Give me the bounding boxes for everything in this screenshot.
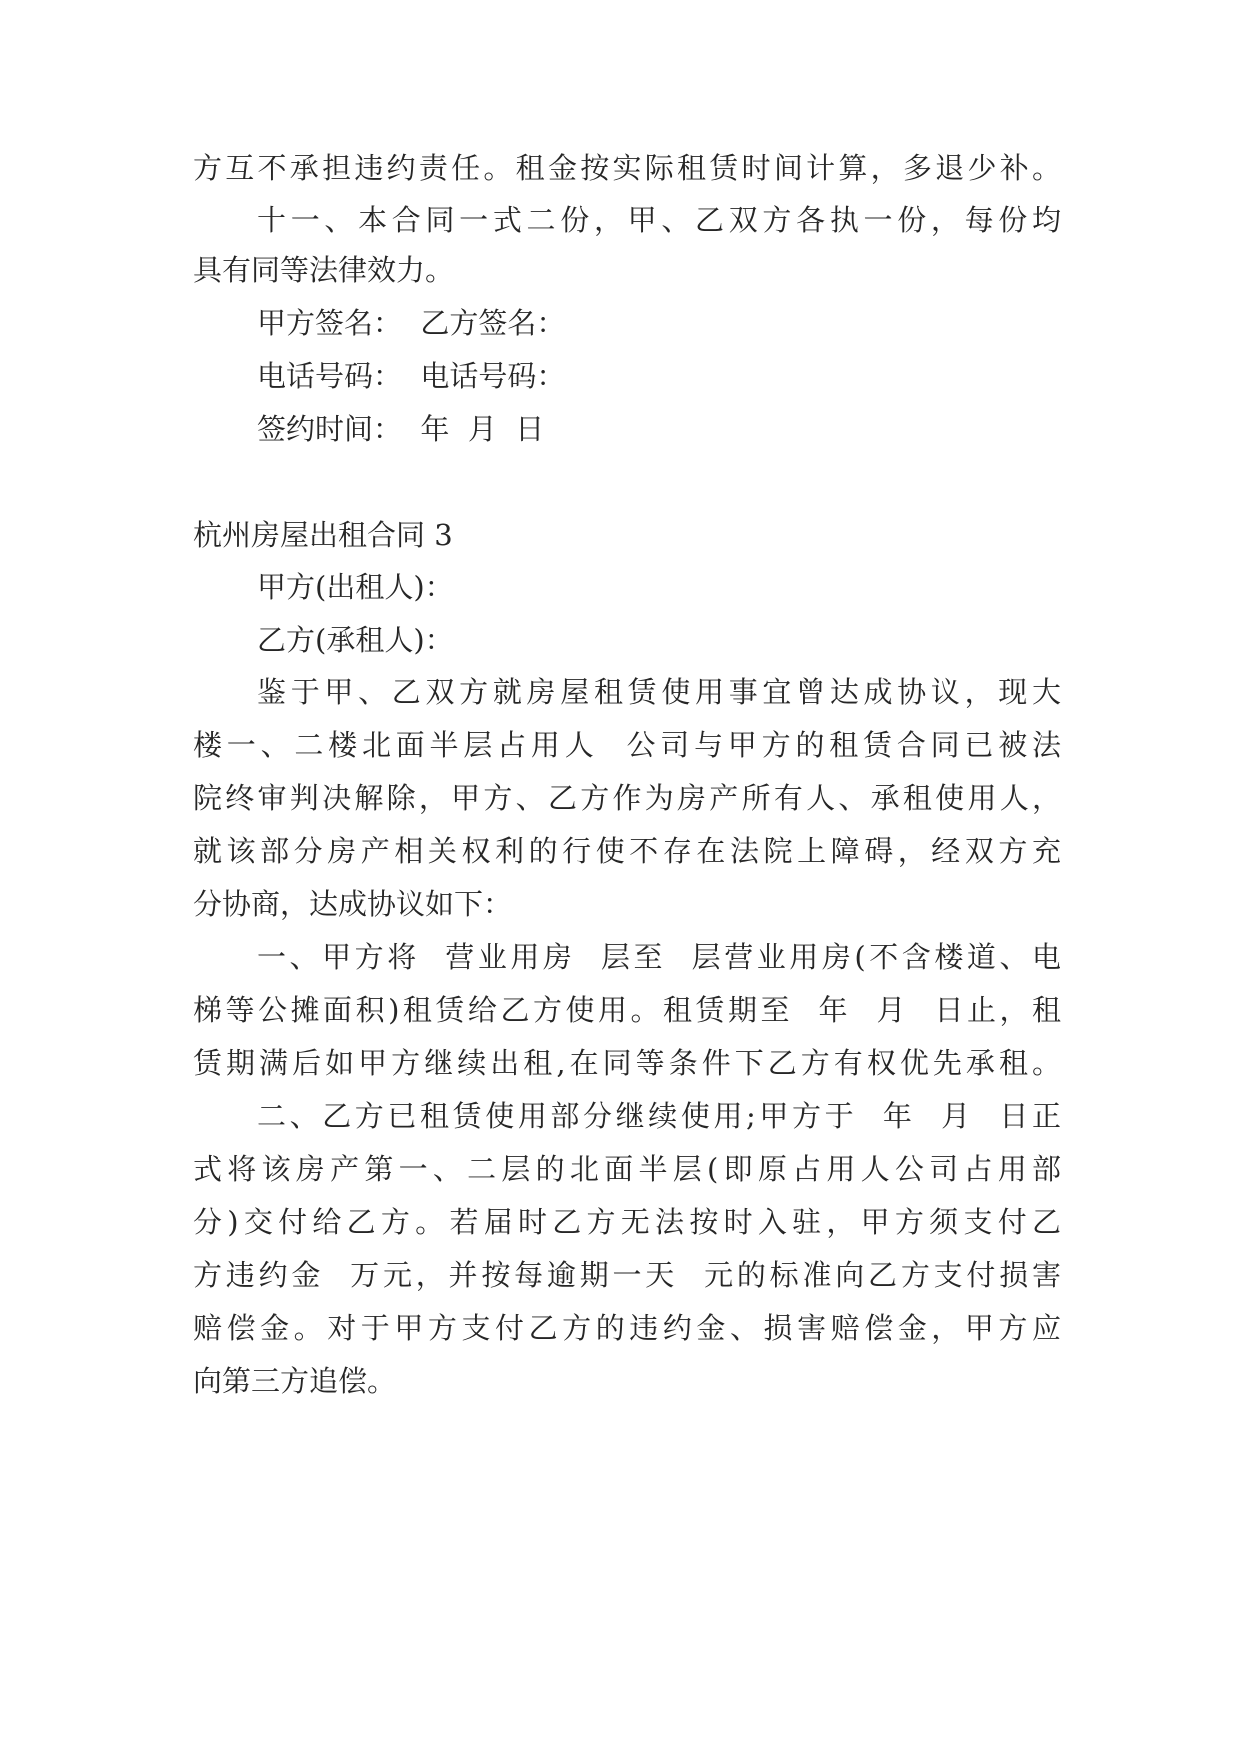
- clause-2-line-4: 方违约金 万元，并按每逾期一天 元的标准向乙方支付损害: [193, 1258, 1061, 1292]
- preamble-line-2: 楼一、二楼北面半层占用人 公司与甲方的租赁合同已被法: [193, 728, 1061, 762]
- clause-1-line-1: 一、甲方将 营业用房 层至 层营业用房(不含楼道、电: [257, 940, 1061, 974]
- signing-date-line: 签约时间： 年 月 日: [257, 412, 545, 446]
- party-b-line: 乙方(承租人)：: [257, 623, 454, 657]
- party-a-line: 甲方(出租人)：: [257, 570, 454, 604]
- clause-2-line-3: 分)交付给乙方。若届时乙方无法按时入驻，甲方须支付乙: [193, 1205, 1061, 1239]
- phone-line: 电话号码： 电话号码：: [257, 359, 566, 393]
- preamble-line-4: 就该部分房产相关权利的行使不存在法院上障碍，经双方充: [193, 834, 1061, 868]
- preamble-line-1: 鉴于甲、乙双方就房屋租赁使用事宜曾达成协议，现大: [257, 675, 1061, 709]
- signature-line: 甲方签名： 乙方签名：: [257, 306, 566, 340]
- contract-3-title: 杭州房屋出租合同 3: [193, 518, 453, 552]
- section-11-line-2: 具有同等法律效力。: [193, 253, 455, 287]
- section-11-line-1: 十一、本合同一式二份，甲、乙双方各执一份，每份均: [257, 203, 1061, 237]
- clause-2-line-6: 向第三方追偿。: [193, 1364, 397, 1398]
- section-10-tail-line-1: 方互不承担违约责任。租金按实际租赁时间计算，多退少补。: [193, 151, 1061, 185]
- clause-2-line-5: 赔偿金。对于甲方支付乙方的违约金、损害赔偿金，甲方应: [193, 1311, 1061, 1345]
- preamble-line-3: 院终审判决解除，甲方、乙方作为房产所有人、承租使用人，: [193, 781, 1061, 815]
- clause-2-line-2: 式将该房产第一、二层的北面半层(即原占用人公司占用部: [193, 1152, 1061, 1186]
- clause-2-line-1: 二、乙方已租赁使用部分继续使用;甲方于 年 月 日正: [257, 1099, 1061, 1133]
- clause-1-line-2: 梯等公摊面积)租赁给乙方使用。租赁期至 年 月 日止，租: [193, 993, 1061, 1027]
- preamble-line-5: 分协商，达成协议如下：: [193, 887, 513, 921]
- clause-1-line-3: 赁期满后如甲方继续出租,在同等条件下乙方有权优先承租。: [193, 1046, 1061, 1080]
